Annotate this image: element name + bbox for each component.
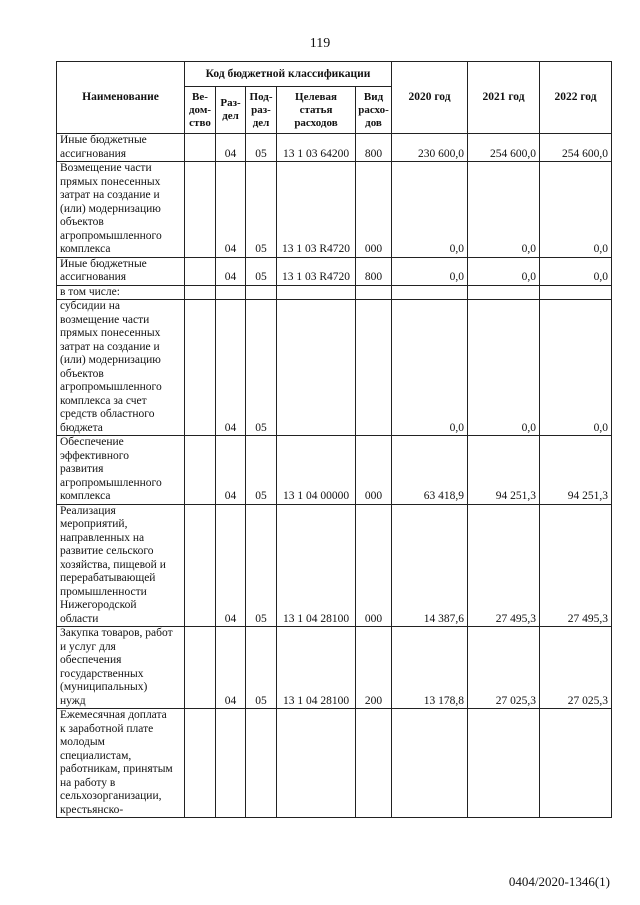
- row-podrazdel: 05: [246, 436, 277, 505]
- row-vid-rashodov: 000: [356, 162, 392, 258]
- row-2021: 0,0: [468, 300, 540, 436]
- row-podrazdel: 05: [246, 300, 277, 436]
- header-vid-rashodov: Вид расхо- дов: [356, 87, 392, 134]
- row-2021: 27 495,3: [468, 504, 540, 627]
- row-celevaya-statya: 13 1 04 28100: [277, 504, 356, 627]
- row-2020: 14 387,6: [392, 504, 468, 627]
- row-celevaya-statya: 13 1 03 R4720: [277, 162, 356, 258]
- row-vid-rashodov: [356, 300, 392, 436]
- row-name: Реализация мероприятий, направленных на развитие сельского хозяйства, пищевой и перерабатывающей промышленности Нижегородской области: [57, 504, 185, 627]
- row-podrazdel: [246, 285, 277, 300]
- row-2022: 0,0: [540, 300, 612, 436]
- row-vedomstvo: [185, 504, 216, 627]
- row-podrazdel: [246, 709, 277, 818]
- row-podrazdel: 05: [246, 504, 277, 627]
- row-2021: 27 025,3: [468, 627, 540, 709]
- row-razdel: [216, 285, 246, 300]
- row-razdel: 04: [216, 627, 246, 709]
- row-2022: [540, 285, 612, 300]
- row-vid-rashodov: 800: [356, 257, 392, 285]
- row-name: Ежемесячная доплата к заработной плате молодым специалистам, работникам, принятым на работу в сельхозорганизации, крестьянско-: [57, 709, 185, 818]
- row-celevaya-statya: [277, 300, 356, 436]
- row-vedomstvo: [185, 162, 216, 258]
- row-vedomstvo: [185, 627, 216, 709]
- row-podrazdel: 05: [246, 257, 277, 285]
- row-razdel: [216, 709, 246, 818]
- table-row: [57, 709, 612, 818]
- table-row: [57, 300, 612, 436]
- document-code: 0404/2020-1346(1): [508, 874, 610, 889]
- row-2022: [540, 709, 612, 818]
- table-row: [57, 162, 612, 258]
- header-2022: 2022 год: [540, 62, 612, 134]
- header-podrazdel: Под- раз- дел: [246, 87, 277, 134]
- table-row: [57, 285, 612, 300]
- row-vid-rashodov: [356, 285, 392, 300]
- table-row: [57, 257, 612, 285]
- row-2022: 0,0: [540, 162, 612, 258]
- row-celevaya-statya: [277, 709, 356, 818]
- row-vedomstvo: [185, 436, 216, 505]
- row-vedomstvo: [185, 709, 216, 818]
- row-2020: 0,0: [392, 300, 468, 436]
- budget-table: [56, 61, 612, 818]
- row-name: Иные бюджетные ассигнования: [57, 257, 185, 285]
- row-2021: 0,0: [468, 162, 540, 258]
- row-2020: 63 418,9: [392, 436, 468, 505]
- row-vid-rashodov: 800: [356, 134, 392, 162]
- row-vid-rashodov: [356, 709, 392, 818]
- row-2021: [468, 285, 540, 300]
- table-row: [57, 134, 612, 162]
- row-razdel: 04: [216, 257, 246, 285]
- row-razdel: 04: [216, 300, 246, 436]
- row-2022: 254 600,0: [540, 134, 612, 162]
- row-name: субсидии на возмещение части прямых понесенных затрат на создание и (или) модернизацию объектов агропромышленного комплекса за счет средств областного бюджета: [57, 300, 185, 436]
- row-2021: [468, 709, 540, 818]
- row-2020: [392, 285, 468, 300]
- row-razdel: 04: [216, 436, 246, 505]
- header-2021: 2021 год: [468, 62, 540, 134]
- row-vid-rashodov: 200: [356, 627, 392, 709]
- header-name: Наименование: [57, 62, 185, 134]
- page-number: 119: [309, 36, 331, 51]
- table-row: [57, 627, 612, 709]
- row-name: Возмещение части прямых понесенных затрат на создание и (или) модернизацию объектов агропромышленного комплекса: [57, 162, 185, 258]
- row-vedomstvo: [185, 134, 216, 162]
- row-celevaya-statya: 13 1 04 28100: [277, 627, 356, 709]
- row-2021: 94 251,3: [468, 436, 540, 505]
- row-podrazdel: 05: [246, 162, 277, 258]
- row-2022: 27 495,3: [540, 504, 612, 627]
- header-razdel: Раз- дел: [216, 87, 246, 134]
- row-2020: 13 178,8: [392, 627, 468, 709]
- row-celevaya-statya: 13 1 03 64200: [277, 134, 356, 162]
- row-2021: 254 600,0: [468, 134, 540, 162]
- row-razdel: 04: [216, 134, 246, 162]
- header-2020: 2020 год: [392, 62, 468, 134]
- row-celevaya-statya: [277, 285, 356, 300]
- row-name: в том числе:: [57, 285, 185, 300]
- row-2022: 94 251,3: [540, 436, 612, 505]
- row-vedomstvo: [185, 285, 216, 300]
- row-2020: [392, 709, 468, 818]
- row-celevaya-statya: 13 1 03 R4720: [277, 257, 356, 285]
- row-vid-rashodov: 000: [356, 436, 392, 505]
- row-2020: 230 600,0: [392, 134, 468, 162]
- row-celevaya-statya: 13 1 04 00000: [277, 436, 356, 505]
- table-row: [57, 436, 612, 505]
- header-vedomstvo: Ве- дом- ство: [185, 87, 216, 134]
- row-2022: 27 025,3: [540, 627, 612, 709]
- row-razdel: 04: [216, 504, 246, 627]
- row-2022: 0,0: [540, 257, 612, 285]
- header-celevaya-statya: Целевая статья расходов: [277, 87, 356, 134]
- row-name: Обеспечение эффективного развития агропромышленного комплекса: [57, 436, 185, 505]
- row-podrazdel: 05: [246, 627, 277, 709]
- row-podrazdel: 05: [246, 134, 277, 162]
- row-2020: 0,0: [392, 162, 468, 258]
- row-vedomstvo: [185, 300, 216, 436]
- row-name: Закупка товаров, работ и услуг для обеспечения государственных (муниципальных) нужд: [57, 627, 185, 709]
- row-2020: 0,0: [392, 257, 468, 285]
- row-vedomstvo: [185, 257, 216, 285]
- table-row: [57, 504, 612, 627]
- row-name: Иные бюджетные ассигнования: [57, 134, 185, 162]
- row-2021: 0,0: [468, 257, 540, 285]
- row-razdel: 04: [216, 162, 246, 258]
- row-vid-rashodov: 000: [356, 504, 392, 627]
- header-row-group: [57, 62, 612, 87]
- header-classification-group: Код бюджетной классификации: [185, 62, 392, 87]
